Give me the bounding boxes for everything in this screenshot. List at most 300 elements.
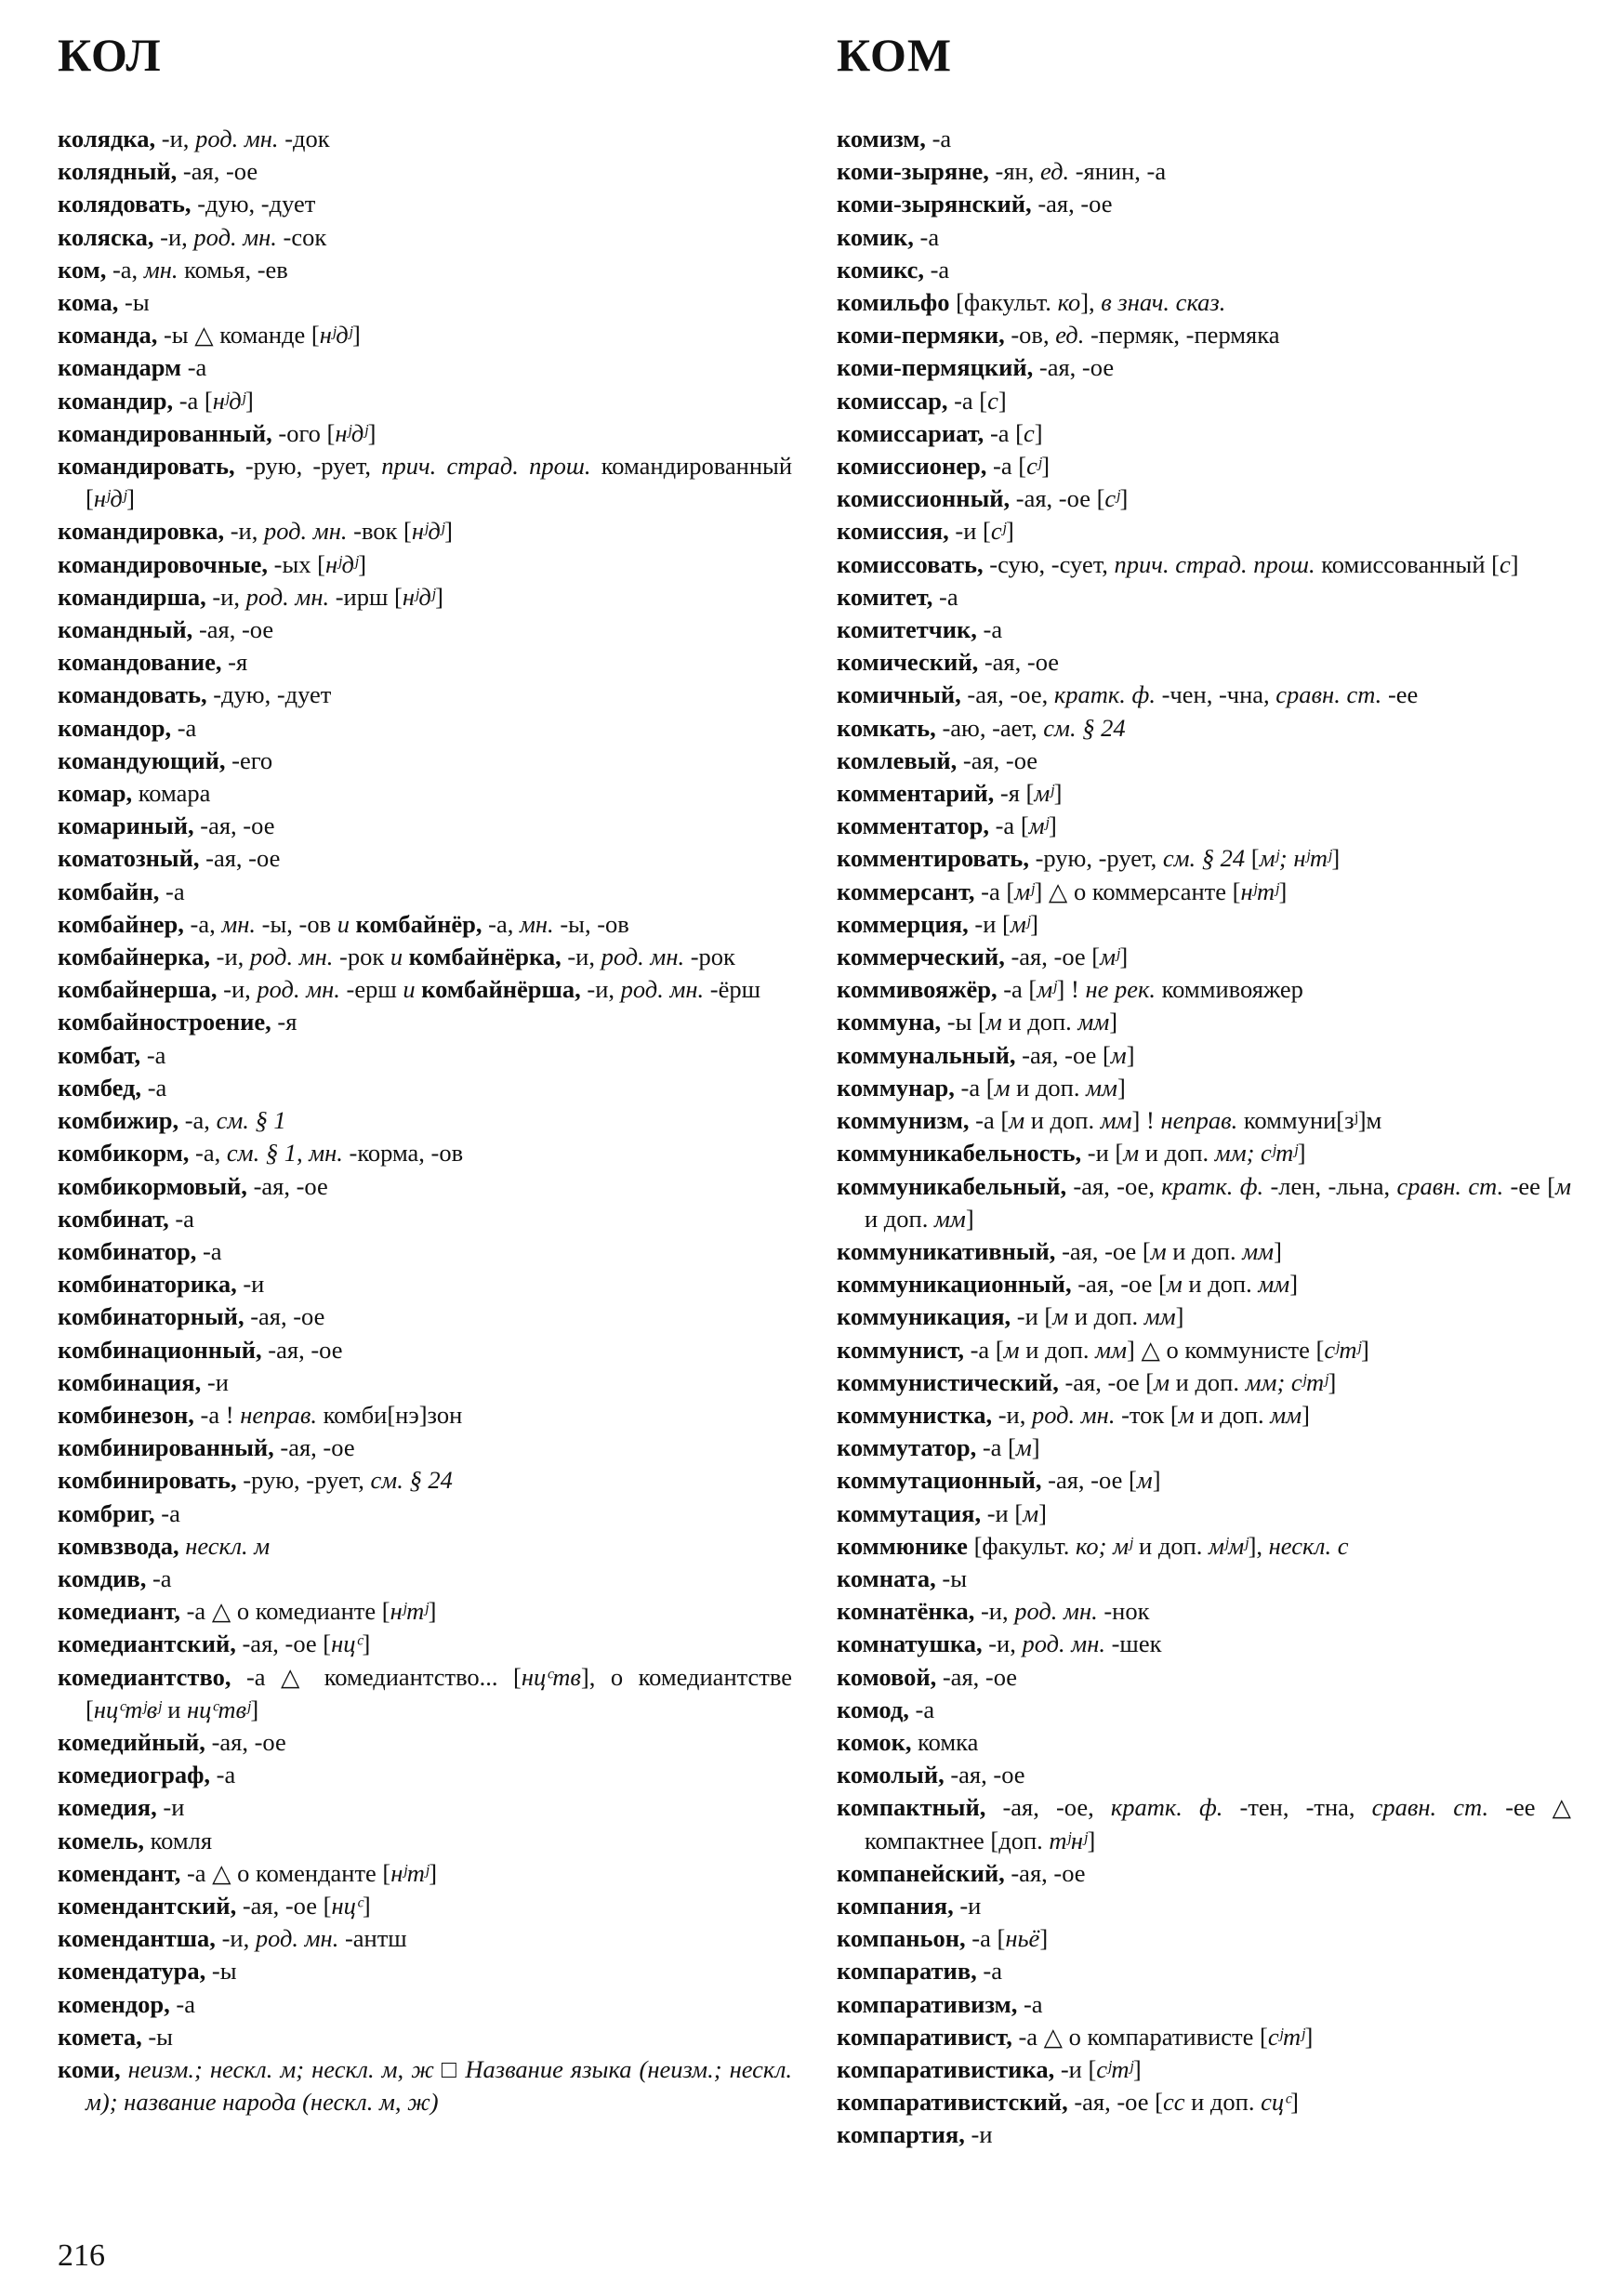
entry-text: -чен, -чна,: [1155, 680, 1276, 709]
entry-label: ед.: [1039, 157, 1070, 186]
running-head-left: КОЛ: [58, 29, 162, 81]
entry-text: -и: [201, 1367, 229, 1396]
entry-text: -ы: [205, 1957, 237, 1986]
entry-label: м: [1009, 1106, 1025, 1135]
entry-text: -рую, -рует,: [236, 1466, 371, 1495]
entry-text: -а [: [965, 1924, 1006, 1953]
entry-headword: колядовать,: [58, 190, 192, 218]
entry-text: ]: [1328, 1367, 1337, 1396]
entry-headword: коммуникационный,: [837, 1270, 1072, 1299]
entry-text: -ая, -ое,: [960, 680, 1054, 709]
dictionary-entry: [837, 1759, 1571, 1791]
dictionary-entry: [837, 777, 1571, 810]
entry-text: -а [: [954, 1073, 995, 1102]
entry-text: ] △ о коммунисте [: [1127, 1335, 1325, 1364]
entry-text: ]: [126, 484, 135, 513]
entry-text: ]: [1005, 517, 1014, 546]
entry-label: прич. страд. прош.: [381, 452, 591, 481]
entry-headword: компаративистика,: [837, 2054, 1055, 2083]
entry-headword: компаративизм,: [837, 1989, 1018, 2018]
entry-label: сʲ: [1026, 452, 1042, 481]
entry-text: комби[нэ]зон: [317, 1400, 463, 1429]
dictionary-entry: [837, 1595, 1571, 1628]
dictionary-entry: [837, 515, 1571, 548]
entry-text: -и,: [224, 517, 264, 546]
entry-text: -а: [1017, 1989, 1043, 2018]
dictionary-entry: [58, 351, 792, 384]
dictionary-entry: [58, 221, 792, 254]
dictionary-entry: [837, 1268, 1571, 1300]
entry-text: -пермяк, -пермяка: [1084, 321, 1280, 350]
entry-text: ]: [358, 549, 367, 578]
entry-headword: комнатёнка,: [837, 1597, 975, 1626]
entry-text: -а,: [183, 909, 222, 938]
entry-text: -и,: [217, 975, 258, 1004]
entry-text: -и [: [1054, 2054, 1097, 2083]
entry-label: нʲдʲ: [319, 321, 353, 350]
dictionary-entry: [837, 679, 1571, 711]
entry-headword: комендантский,: [58, 1891, 237, 1920]
entry-label: сравн. ст.: [1371, 1793, 1489, 1822]
entry-text: -янин, -а: [1069, 157, 1167, 186]
entry-text: -а [: [976, 1433, 1016, 1462]
dictionary-entry: [58, 777, 792, 810]
column-right: [837, 123, 1571, 2152]
entry-headword: комбинаторный,: [58, 1302, 244, 1331]
dictionary-entry: [58, 450, 792, 515]
entry-label: нʲдʲ: [335, 418, 368, 447]
entry-text: коммивояжер: [1156, 975, 1303, 1004]
entry-headword: коммунизм,: [837, 1106, 970, 1135]
entry-text: ]: [250, 1695, 259, 1723]
dictionary-entry: [58, 679, 792, 711]
entry-label: тʲнʲ: [1049, 1826, 1088, 1854]
entry-headword: коммюнике: [837, 1531, 968, 1560]
entry-text: -ая, -ое: [957, 746, 1038, 774]
entry-text: -и,: [215, 1924, 256, 1953]
entry-headword: компактный,: [837, 1793, 986, 1822]
entry-headword: комиссионный,: [837, 484, 1011, 513]
entry-label: кратк. ф.: [1110, 1793, 1223, 1822]
entry-headword: коммунистка,: [837, 1400, 993, 1429]
entry-headword: коми-зырянский,: [837, 190, 1032, 218]
entry-text: -лен, -льна,: [1263, 1171, 1397, 1200]
entry-text: -ого [: [271, 418, 336, 447]
dictionary-entry: [58, 1595, 792, 1628]
entry-label: м: [985, 1008, 1002, 1036]
entry-label: и: [337, 909, 350, 938]
entry-label: м: [1150, 1236, 1167, 1265]
entry-headword: компаратив,: [837, 1957, 977, 1986]
entry-label: нʲдʲ: [212, 386, 246, 415]
entry-text: -и,: [155, 125, 196, 152]
dictionary-entry: [837, 1530, 1571, 1563]
entry-label: род. мн.: [257, 975, 340, 1004]
entry-text: комка: [911, 1727, 979, 1756]
entry-headword: команда,: [58, 321, 158, 350]
entry-label: нцᶜ: [331, 1891, 363, 1920]
entry-headword: комик,: [837, 222, 914, 251]
entry-text: -а: [171, 713, 197, 742]
entry-headword: комариный,: [58, 812, 194, 840]
dictionary-entry: [58, 1498, 792, 1530]
dictionary-entry: [58, 1726, 792, 1759]
entry-headword: комолый,: [837, 1761, 945, 1789]
entry-headword: командующий,: [58, 746, 226, 774]
entry-text: ] !: [1131, 1106, 1161, 1135]
entry-label: род. мн.: [601, 943, 685, 971]
dictionary-entry: [58, 1955, 792, 1987]
entry-headword: командировка,: [58, 517, 225, 546]
entry-headword: коммунальный,: [837, 1040, 1016, 1069]
entry-text: -а: [146, 1564, 172, 1592]
entry-text: -ая, -ое [: [1058, 1367, 1155, 1396]
entry-label: с: [1023, 418, 1035, 447]
entry-label: род. мн.: [193, 222, 277, 251]
entry-label: род. мн.: [195, 125, 279, 152]
entry-text: ]: [1126, 1040, 1135, 1069]
entry-headword: комиссовать,: [837, 549, 984, 578]
entry-text: ]: [1175, 1302, 1184, 1331]
entry-label: сʲтʲ: [1324, 1335, 1361, 1364]
entry-text: -а [: [173, 386, 213, 415]
entry-headword: комиссар,: [837, 386, 948, 415]
dictionary-entry: [837, 1039, 1571, 1072]
entry-text: -а: [908, 1695, 935, 1723]
entry-text: и доп.: [1170, 1367, 1246, 1396]
entry-text: -и,: [210, 943, 250, 971]
dictionary-entry: [837, 155, 1571, 188]
entry-headword: командование,: [58, 648, 222, 677]
entry-text: -ая, -ое: [246, 1171, 328, 1200]
entry-headword: комбикормовый,: [58, 1171, 247, 1200]
entry-text: ]: [1030, 909, 1038, 938]
entry-text: и доп.: [1010, 1073, 1087, 1102]
dictionary-entry: [837, 548, 1571, 581]
entry-headword: комбинированный,: [58, 1433, 274, 1462]
entry-text: ]: [1278, 877, 1288, 905]
dictionary-entry: [58, 745, 792, 777]
entry-label: мм: [1258, 1270, 1290, 1299]
entry-headword: комбайнёрка,: [408, 943, 562, 971]
entry-text: [факульт.: [967, 1531, 1077, 1560]
entry-text: -ток [: [1115, 1400, 1179, 1429]
dictionary-entry: [58, 1759, 792, 1791]
entry-label: мʲ; нʲтʲ: [1259, 844, 1332, 873]
entry-text: -ы △ команде [: [157, 321, 320, 350]
dictionary-entry: [837, 1366, 1571, 1399]
dictionary-entry: [837, 1628, 1571, 1660]
entry-text: комиссованный [: [1315, 549, 1500, 578]
entry-label: мм: [1100, 1106, 1132, 1135]
entry-text: ] △ о коммерсанте [: [1034, 877, 1241, 905]
entry-text: -а: [976, 1957, 1002, 1986]
entry-text: -и,: [153, 222, 194, 251]
entry-text: -ая, -ое [: [1041, 1466, 1137, 1495]
entry-text: ]: [1152, 1466, 1161, 1495]
dictionary-entry: [58, 1857, 792, 1890]
entry-headword: комедиант,: [58, 1597, 180, 1626]
entry-headword: командир,: [58, 386, 174, 415]
entry-text: ]: [1034, 418, 1043, 447]
dictionary-entry: [58, 515, 792, 548]
dictionary-entry: [58, 1922, 792, 1955]
dictionary-entry: [837, 745, 1571, 777]
dictionary-entry: [58, 1825, 792, 1857]
entry-headword: комиссариат,: [837, 418, 985, 447]
dictionary-entry: [837, 286, 1571, 319]
dictionary-entry: [837, 221, 1571, 254]
entry-text: -рок: [684, 943, 735, 971]
entry-text: -а △ о компаративисте [: [1011, 2022, 1268, 2051]
dictionary-entry: [837, 1399, 1571, 1432]
entry-text: и: [161, 1695, 187, 1723]
entry-headword: комбинаторика,: [58, 1270, 237, 1299]
entry-text: -и,: [561, 943, 601, 971]
entry-headword: комментировать,: [837, 844, 1029, 873]
entry-text: -ая, -ое: [177, 157, 258, 186]
entry-text: ]: [352, 321, 361, 350]
entry-label: с: [987, 386, 998, 415]
entry-label: мʲмʲ: [1209, 1531, 1249, 1560]
dictionary-entry: [837, 1890, 1571, 1922]
entry-label: род. мн.: [1014, 1597, 1098, 1626]
dictionary-entry: [58, 1988, 792, 2021]
dictionary-entry: [58, 1661, 792, 1726]
entry-text: ]: [1109, 1008, 1118, 1036]
entry-label: род. мн.: [620, 975, 705, 1004]
dictionary-entry: [58, 842, 792, 875]
entry-headword: комбижир,: [58, 1106, 179, 1135]
entry-label: род. мн.: [249, 943, 334, 971]
entry-label: кратк. ф.: [1161, 1171, 1264, 1200]
entry-headword: комбед,: [58, 1073, 142, 1102]
entry-headword: коммунист,: [837, 1335, 964, 1364]
entry-label: род. мн.: [1022, 1630, 1105, 1658]
entry-headword: комбайнерша,: [58, 975, 218, 1004]
entry-label: м: [1003, 1335, 1020, 1364]
entry-label: м: [1166, 1270, 1183, 1299]
entry-text: -ее △ компактнее [доп.: [865, 1793, 1572, 1854]
entry-text: -а: [196, 1236, 222, 1265]
entry-text: -а: [140, 1040, 166, 1069]
dictionary-entry: [58, 614, 792, 646]
dictionary-entry: [837, 1104, 1571, 1137]
dictionary-entry: [58, 1235, 792, 1268]
entry-headword: командированный,: [58, 418, 272, 447]
entry-text: -ёрш: [704, 975, 761, 1004]
entry-label: мм: [1095, 1335, 1127, 1364]
entry-text: ]: [1119, 943, 1129, 971]
entry-label: сцᶜ: [1261, 2088, 1291, 2117]
entry-label: нцᶜтв: [521, 1662, 581, 1691]
dictionary-entry: [58, 1039, 792, 1072]
entry-text: ]: [1274, 1236, 1282, 1265]
entry-text: коммуни[зʲ]м: [1237, 1106, 1382, 1135]
entry-headword: комбинировать,: [58, 1466, 237, 1495]
entry-text: -а: [141, 1073, 167, 1102]
entry-text: -а: [169, 1989, 195, 2018]
entry-text: -а [: [984, 418, 1024, 447]
entry-label: нескл. м: [185, 1531, 271, 1560]
entry-headword: комбикорм,: [58, 1139, 190, 1168]
entry-text: -ая, -ое [: [1071, 1270, 1167, 1299]
entry-text: и доп.: [1024, 1106, 1101, 1135]
entry-label: нʲдʲ: [93, 484, 127, 513]
dictionary-entry: [837, 1791, 1571, 1856]
dictionary-entry: [58, 876, 792, 908]
entry-text: ]: [1038, 1498, 1047, 1527]
entry-label: см. § 1: [216, 1106, 286, 1135]
entry-headword: комендор,: [58, 1989, 170, 2018]
entry-label: сʲ: [990, 517, 1006, 546]
dictionary-entry: [58, 1137, 792, 1169]
entry-text: ]: [1048, 812, 1057, 840]
entry-headword: ком,: [58, 255, 107, 284]
dictionary-entry: [58, 1366, 792, 1399]
dictionary-entry: [58, 1432, 792, 1464]
entry-label: мм: [1086, 1073, 1117, 1102]
entry-text: -и,: [974, 1597, 1015, 1626]
entry-text: -ая, -ое [: [1010, 484, 1105, 513]
dictionary-entry: [837, 1235, 1571, 1268]
dictionary-entry: [58, 286, 792, 319]
dictionary-entry: [58, 1399, 792, 1432]
entry-text: -а [: [963, 1335, 1004, 1364]
entry-text: ]: [1302, 1400, 1310, 1429]
entry-headword: коммуникативный,: [837, 1236, 1056, 1265]
entry-text: ]: [245, 386, 254, 415]
entry-text: -а,: [189, 1139, 227, 1168]
entry-headword: комбат,: [58, 1040, 141, 1069]
entry-label: Название языка (неизм.; нескл. м); название народа (нескл. м, ж): [86, 2054, 793, 2117]
entry-text: ]: [965, 1204, 974, 1233]
dictionary-entry: [837, 646, 1571, 679]
dictionary-entry: [58, 1464, 792, 1497]
entry-text: -тен, -тна,: [1222, 1793, 1372, 1822]
dictionary-entry: [837, 1170, 1571, 1235]
entry-text: и доп.: [1182, 1270, 1259, 1299]
entry-headword: командор,: [58, 713, 172, 742]
entry-text: -и [: [968, 909, 1011, 938]
entry-text: ]: [1290, 2088, 1299, 2117]
entry-text: и доп.: [1132, 1531, 1209, 1560]
dictionary-entry: [58, 646, 792, 679]
entry-text: комара: [132, 779, 211, 808]
entry-label: м: [1555, 1171, 1571, 1200]
dictionary-entry: [837, 123, 1571, 155]
entry-text: и доп.: [865, 1204, 934, 1233]
entry-headword: компаньон,: [837, 1924, 966, 1953]
entry-text: -ее [: [1503, 1171, 1556, 1200]
entry-label: мм: [1242, 1236, 1275, 1265]
entry-text: -нок: [1097, 1597, 1150, 1626]
dictionary-entry: [58, 1104, 792, 1137]
dictionary-entry: [58, 155, 792, 188]
entry-text: ]: [1053, 779, 1063, 808]
entry-text: -а [: [986, 452, 1027, 481]
dictionary-entry: [58, 188, 792, 220]
entry-text: -корма, -ов: [342, 1139, 464, 1168]
dictionary-entry: [58, 319, 792, 351]
entry-label: мʲ: [1028, 812, 1049, 840]
dictionary-entry: [58, 2021, 792, 2053]
entry-text: -я [: [994, 779, 1035, 808]
entry-headword: комбайнерка,: [58, 943, 210, 971]
entry-label: род. мн.: [255, 1924, 339, 1953]
entry-label: прич. страд. прош.: [1114, 549, 1315, 578]
dictionary-entry: [58, 1300, 792, 1333]
entry-headword: комбинационный,: [58, 1335, 262, 1364]
entry-headword: комбинат,: [58, 1204, 169, 1233]
entry-text: -его: [225, 746, 273, 774]
dictionary-entry: [837, 1694, 1571, 1726]
entry-headword: коммерческий,: [837, 943, 1005, 971]
entry-text: -ов,: [1004, 321, 1056, 350]
entry-headword: комбайн,: [58, 877, 160, 905]
entry-text: ]: [1087, 1826, 1096, 1854]
entry-text: -ая, -ое [: [1004, 943, 1101, 971]
entry-text: -а: [159, 877, 185, 905]
entry-text: -док: [278, 125, 330, 152]
entry-label: нʲдʲ: [411, 517, 445, 546]
dictionary-entry: [837, 2086, 1571, 2118]
entry-text: -ая, -ое: [936, 1662, 1018, 1691]
entry-text: ]: [429, 1858, 438, 1887]
entry-label: см. § 24: [370, 1466, 453, 1495]
dictionary-entry: [837, 1988, 1571, 2021]
entry-text: -ых [: [268, 549, 326, 578]
entry-headword: коммутация,: [837, 1498, 982, 1527]
entry-label: мʲ: [1037, 975, 1057, 1004]
entry-text: -а △ комедиантство... [: [231, 1662, 522, 1691]
entry-headword: комбинатор,: [58, 1236, 197, 1265]
dictionary-entry: [58, 973, 792, 1006]
dictionary-entry: [837, 1498, 1571, 1530]
entry-text: командированный [: [86, 452, 793, 513]
entry-text: -а: [168, 1204, 194, 1233]
entry-label: мм; сʲтʲ: [1245, 1367, 1328, 1396]
entry-headword: комизм,: [837, 125, 926, 152]
entry-label: см. § 24: [1162, 844, 1246, 873]
entry-label: нʲтʲ: [390, 1597, 429, 1626]
entry-text: -ы [: [941, 1008, 986, 1036]
dictionary-entry: [837, 319, 1571, 351]
entry-text: -а [: [947, 386, 988, 415]
entry-label: мʲ: [1014, 877, 1035, 905]
entry-headword: комедиограф,: [58, 1761, 211, 1789]
entry-headword: комната,: [837, 1564, 936, 1592]
entry-text: -ая, -ое,: [1066, 1171, 1162, 1200]
entry-headword: комментарий,: [837, 779, 995, 808]
dictionary-entry: [58, 1072, 792, 1104]
entry-label: м: [1154, 1367, 1170, 1396]
entry-headword: командарм: [58, 353, 182, 382]
entry-headword: комедийный,: [58, 1727, 205, 1756]
entry-text: и доп.: [1139, 1139, 1215, 1168]
entry-label: нʲтʲ: [390, 1858, 429, 1887]
entry-text: -и: [236, 1270, 265, 1299]
entry-headword: комедия,: [58, 1793, 157, 1822]
entry-text: -и: [953, 1891, 982, 1920]
entry-label: мʲ: [1010, 909, 1031, 938]
dictionary-entry: [837, 1432, 1571, 1464]
dictionary-entry: [837, 1857, 1571, 1890]
entry-text: □: [433, 2054, 466, 2083]
entry-label: нцᶜ: [331, 1630, 363, 1658]
entry-text: [350, 910, 356, 938]
entry-text: -ее: [1381, 680, 1419, 709]
